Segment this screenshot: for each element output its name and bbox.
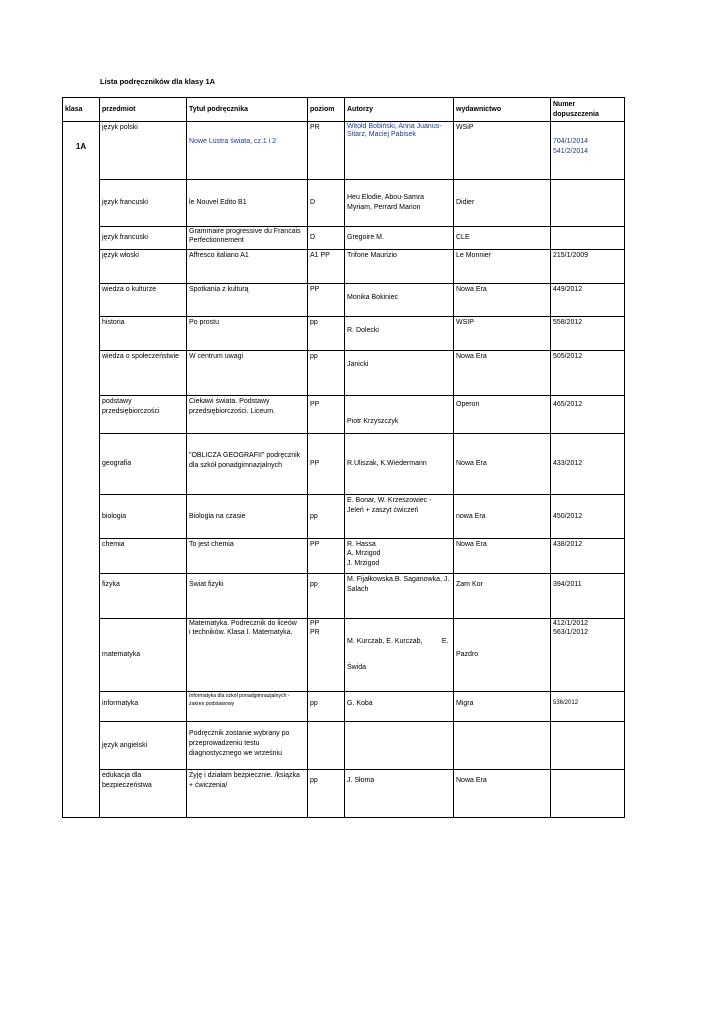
cell-numer-line1: 704/1/2014 <box>553 138 589 145</box>
cell-autorzy <box>345 619 454 692</box>
table-row <box>63 122 625 180</box>
klasa-cell <box>63 122 100 818</box>
table-row <box>63 227 625 250</box>
cell-tytul-line2: zakres podstawowy <box>189 700 235 707</box>
cell-tytul: Biologia na czasie <box>187 495 308 539</box>
cell-poziom <box>308 692 345 722</box>
table-header-row <box>63 98 625 122</box>
cell-autorzy: Gregoire M. <box>345 227 454 250</box>
cell-autorzy-text: G. Koba <box>347 700 373 707</box>
table-row <box>63 722 625 770</box>
cell-wydawnictwo: Didier <box>454 180 551 227</box>
cell-tytul: Affresco italiano A1 <box>187 250 308 284</box>
cell-wydawnictwo: Pazdro <box>454 619 551 692</box>
cell-autorzy <box>345 539 454 574</box>
cell-wydawnictwo <box>454 722 551 770</box>
cell-numer <box>551 180 625 227</box>
cell-autorzy <box>345 434 454 495</box>
cell-numer-line1: 412/1/2012 <box>553 620 589 627</box>
table-row <box>63 396 625 434</box>
cell-poziom: pp <box>308 351 345 396</box>
cell-autorzy-line1: Heu Elodie, Abou-Samra <box>347 194 425 202</box>
cell-numer <box>551 619 625 692</box>
cell-przedmiot <box>100 692 187 722</box>
cell-numer: 505/2012 <box>551 351 625 396</box>
cell-przedmiot: matematyka <box>100 619 187 692</box>
cell-tytul <box>187 434 308 495</box>
cell-numer: 438/2012 <box>551 539 625 574</box>
cell-przedmiot <box>100 574 187 619</box>
cell-przedmiot-text: geografia <box>102 460 132 467</box>
cell-numer <box>551 434 625 495</box>
cell-tytul <box>187 227 308 250</box>
cell-wydawnictwo: Nowa Era <box>454 284 551 317</box>
cell-poziom <box>308 722 345 770</box>
cell-autorzy-line1: M. Fijałkowska.B. Saganowka, J. <box>347 576 450 583</box>
cell-tytul <box>187 396 308 434</box>
cell-tytul-line2: Perfectionnement <box>189 236 244 244</box>
cell-tytul <box>187 770 308 818</box>
cell-autorzy-text: Piotr Krzyszczyk <box>347 418 399 425</box>
cell-tytul <box>187 574 308 619</box>
cell-poziom <box>308 619 345 692</box>
header-numer-line1: Numer <box>553 100 576 108</box>
header-numer <box>551 98 625 122</box>
cell-przedmiot: historia <box>100 317 187 351</box>
cell-autorzy <box>345 284 454 317</box>
cell-numer-line2: 563/1/2012 <box>553 628 589 636</box>
cell-autorzy <box>345 396 454 434</box>
cell-numer-text: 536/2012 <box>553 700 579 706</box>
cell-autorzy <box>345 495 454 539</box>
header-numer-line2: dopuszczenia <box>553 110 599 118</box>
cell-poziom-text: PP <box>310 401 320 408</box>
cell-przedmiot <box>100 396 187 434</box>
cell-numer: 450/2012 <box>551 495 625 539</box>
header-przedmiot: przedmiot <box>100 98 187 122</box>
cell-autorzy-line1: R. Hassa <box>347 541 376 548</box>
cell-poziom <box>308 574 345 619</box>
header-poziom: poziom <box>308 98 345 122</box>
cell-tytul <box>187 619 308 692</box>
cell-tytul-line1: Ciekawi świata. Podstawy <box>189 398 270 405</box>
cell-tytul-line1: Podręcznik zostanie wybrany po <box>189 730 290 737</box>
table-row <box>63 180 625 227</box>
cell-wydawnictwo-text: Nowa Era <box>456 460 487 467</box>
cell-tytul-line1: Żyję i działam bezpiecznie. /książka <box>189 772 300 779</box>
cell-autorzy <box>345 317 454 351</box>
cell-tytul: le Nouvel Edito B1 <box>187 180 308 227</box>
cell-autorzy-text: J. Słoma <box>347 777 375 784</box>
cell-tytul <box>187 692 308 722</box>
cell-autorzy <box>345 122 454 180</box>
cell-tytul <box>187 722 308 770</box>
cell-wydawnictwo: CLE <box>454 227 551 250</box>
table-row <box>63 284 625 317</box>
cell-tytul-text: Świat fizyki <box>189 581 224 588</box>
cell-numer <box>551 396 625 434</box>
cell-przedmiot <box>100 770 187 818</box>
cell-poziom-text: pp <box>310 777 318 784</box>
cell-autorzy-line2: A. Mrzigod <box>347 550 381 558</box>
header-autorzy: Autorzy <box>345 98 454 122</box>
cell-numer: 558/2012 <box>551 317 625 351</box>
cell-autorzy-text: Monika Bokiniec <box>347 294 398 301</box>
cell-przedmiot-line1: edukacja dla <box>102 772 142 779</box>
cell-autorzy-line1: E. Bonar, W. Krzeszowiec - <box>347 497 432 504</box>
cell-tytul: Spotkania z kulturą <box>187 284 308 317</box>
cell-poziom-line1: PP <box>310 620 320 627</box>
cell-autorzy-line1: Witold Bobiński, Anna Juanus- <box>347 123 442 130</box>
cell-tytul <box>187 122 308 180</box>
cell-przedmiot: język polski <box>100 122 187 180</box>
cell-poziom <box>308 396 345 434</box>
cell-przedmiot-text: fizyka <box>102 581 120 588</box>
cell-autorzy-line3: J. Mrzigod <box>347 559 380 567</box>
cell-przedmiot <box>100 434 187 495</box>
table-row <box>63 539 625 574</box>
cell-autorzy-text: Janicki <box>347 361 369 368</box>
cell-tytul-line3: diagnostycznego we wrześniu <box>189 749 282 757</box>
cell-przedmiot: język włoski <box>100 250 187 284</box>
cell-tytul-line2: i techników. Klasa I. Matematyka. <box>189 628 293 636</box>
cell-numer <box>551 692 625 722</box>
cell-numer <box>551 770 625 818</box>
cell-przedmiot: język angielski <box>100 722 187 770</box>
cell-numer-line2: 541/2/2014 <box>553 147 589 155</box>
cell-tytul-line2: przedsiębiorczości. Liceum. <box>189 407 275 415</box>
cell-przedmiot: wiedza o kulturze <box>100 284 187 317</box>
header-wydawnictwo: wydawnictwo <box>454 98 551 122</box>
cell-tytul-line2: dla szkół ponadgimnazjalnych <box>189 461 282 469</box>
cell-autorzy-line1: M. Kurczab, E. Kurczab, E. <box>347 637 449 645</box>
cell-autorzy <box>345 574 454 619</box>
cell-numer: 449/2012 <box>551 284 625 317</box>
cell-tytul-text: Nowe Lustra świata, cz.1 i 2 <box>189 138 277 145</box>
cell-poziom: A1 PP <box>308 250 345 284</box>
cell-tytul-line1: "OBLICZA GEOGRAFII" podręcznik <box>189 452 301 459</box>
table-row <box>63 692 625 722</box>
cell-poziom: PR <box>308 122 345 180</box>
cell-przedmiot: wiedza o społeczeństwie <box>100 351 187 396</box>
cell-wydawnictwo-text: Nowa Era <box>456 777 487 784</box>
cell-przedmiot: język francuski <box>100 180 187 227</box>
cell-poziom: PP <box>308 539 345 574</box>
cell-wydawnictwo <box>454 770 551 818</box>
cell-wydawnictwo <box>454 692 551 722</box>
table-row <box>63 574 625 619</box>
cell-tytul-line2: + ćwiczenia/ <box>189 781 228 789</box>
cell-poziom: D <box>308 227 345 250</box>
table-row <box>63 317 625 351</box>
cell-przedmiot-line2: przedsiębiorczości <box>102 407 160 415</box>
cell-poziom: D <box>308 180 345 227</box>
cell-autorzy-line2: Świda <box>347 663 367 671</box>
table-row <box>63 495 625 539</box>
cell-tytul: To jest chemia <box>187 539 308 574</box>
cell-numer-text: 433/2012 <box>553 460 583 467</box>
cell-autorzy-line2: Myriam, Perrard Marion <box>347 204 421 211</box>
cell-numer <box>551 122 625 180</box>
header-tytul: Tytuł podręcznika <box>187 98 308 122</box>
cell-poziom <box>308 434 345 495</box>
cell-przedmiot-line1: podstawy <box>102 398 132 405</box>
textbook-table <box>62 97 625 818</box>
cell-przedmiot-line2: bezpieczeństwa <box>102 781 152 789</box>
cell-wydawnictwo <box>454 396 551 434</box>
cell-tytul-line1: Matematyka. Podrecznik do liceów <box>189 620 297 627</box>
cell-numer <box>551 574 625 619</box>
table-row <box>63 619 625 692</box>
cell-autorzy <box>345 692 454 722</box>
cell-tytul-line2: przeprowadzeniu testu <box>189 739 260 747</box>
table-row <box>63 770 625 818</box>
cell-autorzy <box>345 722 454 770</box>
cell-przedmiot: język francuski <box>100 227 187 250</box>
cell-wydawnictwo-text: Zam Kor <box>456 581 483 588</box>
cell-numer-text: 465/2012 <box>553 401 583 408</box>
table-row <box>63 250 625 284</box>
cell-przedmiot: biologia <box>100 495 187 539</box>
table-row <box>63 351 625 396</box>
cell-autorzy <box>345 180 454 227</box>
cell-wydawnictwo: WSIP <box>454 317 551 351</box>
cell-wydawnictwo: nowa Era <box>454 495 551 539</box>
cell-wydawnictwo-text: Migra <box>456 700 474 707</box>
cell-autorzy-text: R.Uliszak, K.Wiedermann <box>347 460 427 467</box>
cell-autorzy <box>345 351 454 396</box>
cell-tytul-line1: Grammaire progressive du Francais <box>189 228 301 235</box>
cell-wydawnictwo <box>454 434 551 495</box>
cell-poziom: pp <box>308 317 345 351</box>
cell-poziom-line2: PR <box>310 628 320 636</box>
cell-wydawnictwo: WSiP <box>454 122 551 180</box>
cell-wydawnictwo-text: Operon <box>456 401 480 408</box>
cell-numer <box>551 722 625 770</box>
cell-wydawnictwo <box>454 574 551 619</box>
header-klasa: klasa <box>63 98 100 122</box>
cell-autorzy-text: R. Dolecki <box>347 327 379 334</box>
cell-autorzy <box>345 770 454 818</box>
cell-numer <box>551 227 625 250</box>
cell-poziom <box>308 770 345 818</box>
cell-poziom: pp <box>308 495 345 539</box>
cell-tytul: W centrum uwagi <box>187 351 308 396</box>
cell-tytul-line1: Informatyka dla szkół ponadgimnazjalnych - <box>189 693 290 699</box>
cell-autorzy-line2: Jeleń + zaszyt ćwiczeń <box>347 506 419 514</box>
cell-poziom-text: PP <box>310 460 320 467</box>
table-row <box>63 434 625 495</box>
cell-numer: 215/1/2009 <box>551 250 625 284</box>
cell-przedmiot-text: informatyka <box>102 700 139 707</box>
cell-autorzy-line2: Salach <box>347 585 369 593</box>
cell-autorzy: Trifone Maurizio <box>345 250 454 284</box>
cell-poziom-text: pp <box>310 700 318 707</box>
cell-wydawnictwo: Nowa Era <box>454 539 551 574</box>
cell-poziom: PP <box>308 284 345 317</box>
cell-wydawnictwo: Nowa Era <box>454 351 551 396</box>
cell-numer-text: 394/2011 <box>553 581 582 588</box>
cell-autorzy-line2: Sitarz, Maciej Pabisek <box>347 131 416 139</box>
cell-wydawnictwo: Le Monnier <box>454 250 551 284</box>
cell-poziom-text: pp <box>310 581 318 588</box>
page-title: Lista podręczników dla klasy 1A <box>100 77 216 86</box>
cell-tytul: Po prostu <box>187 317 308 351</box>
klasa-value: 1A <box>75 142 87 151</box>
cell-przedmiot: chemia <box>100 539 187 574</box>
